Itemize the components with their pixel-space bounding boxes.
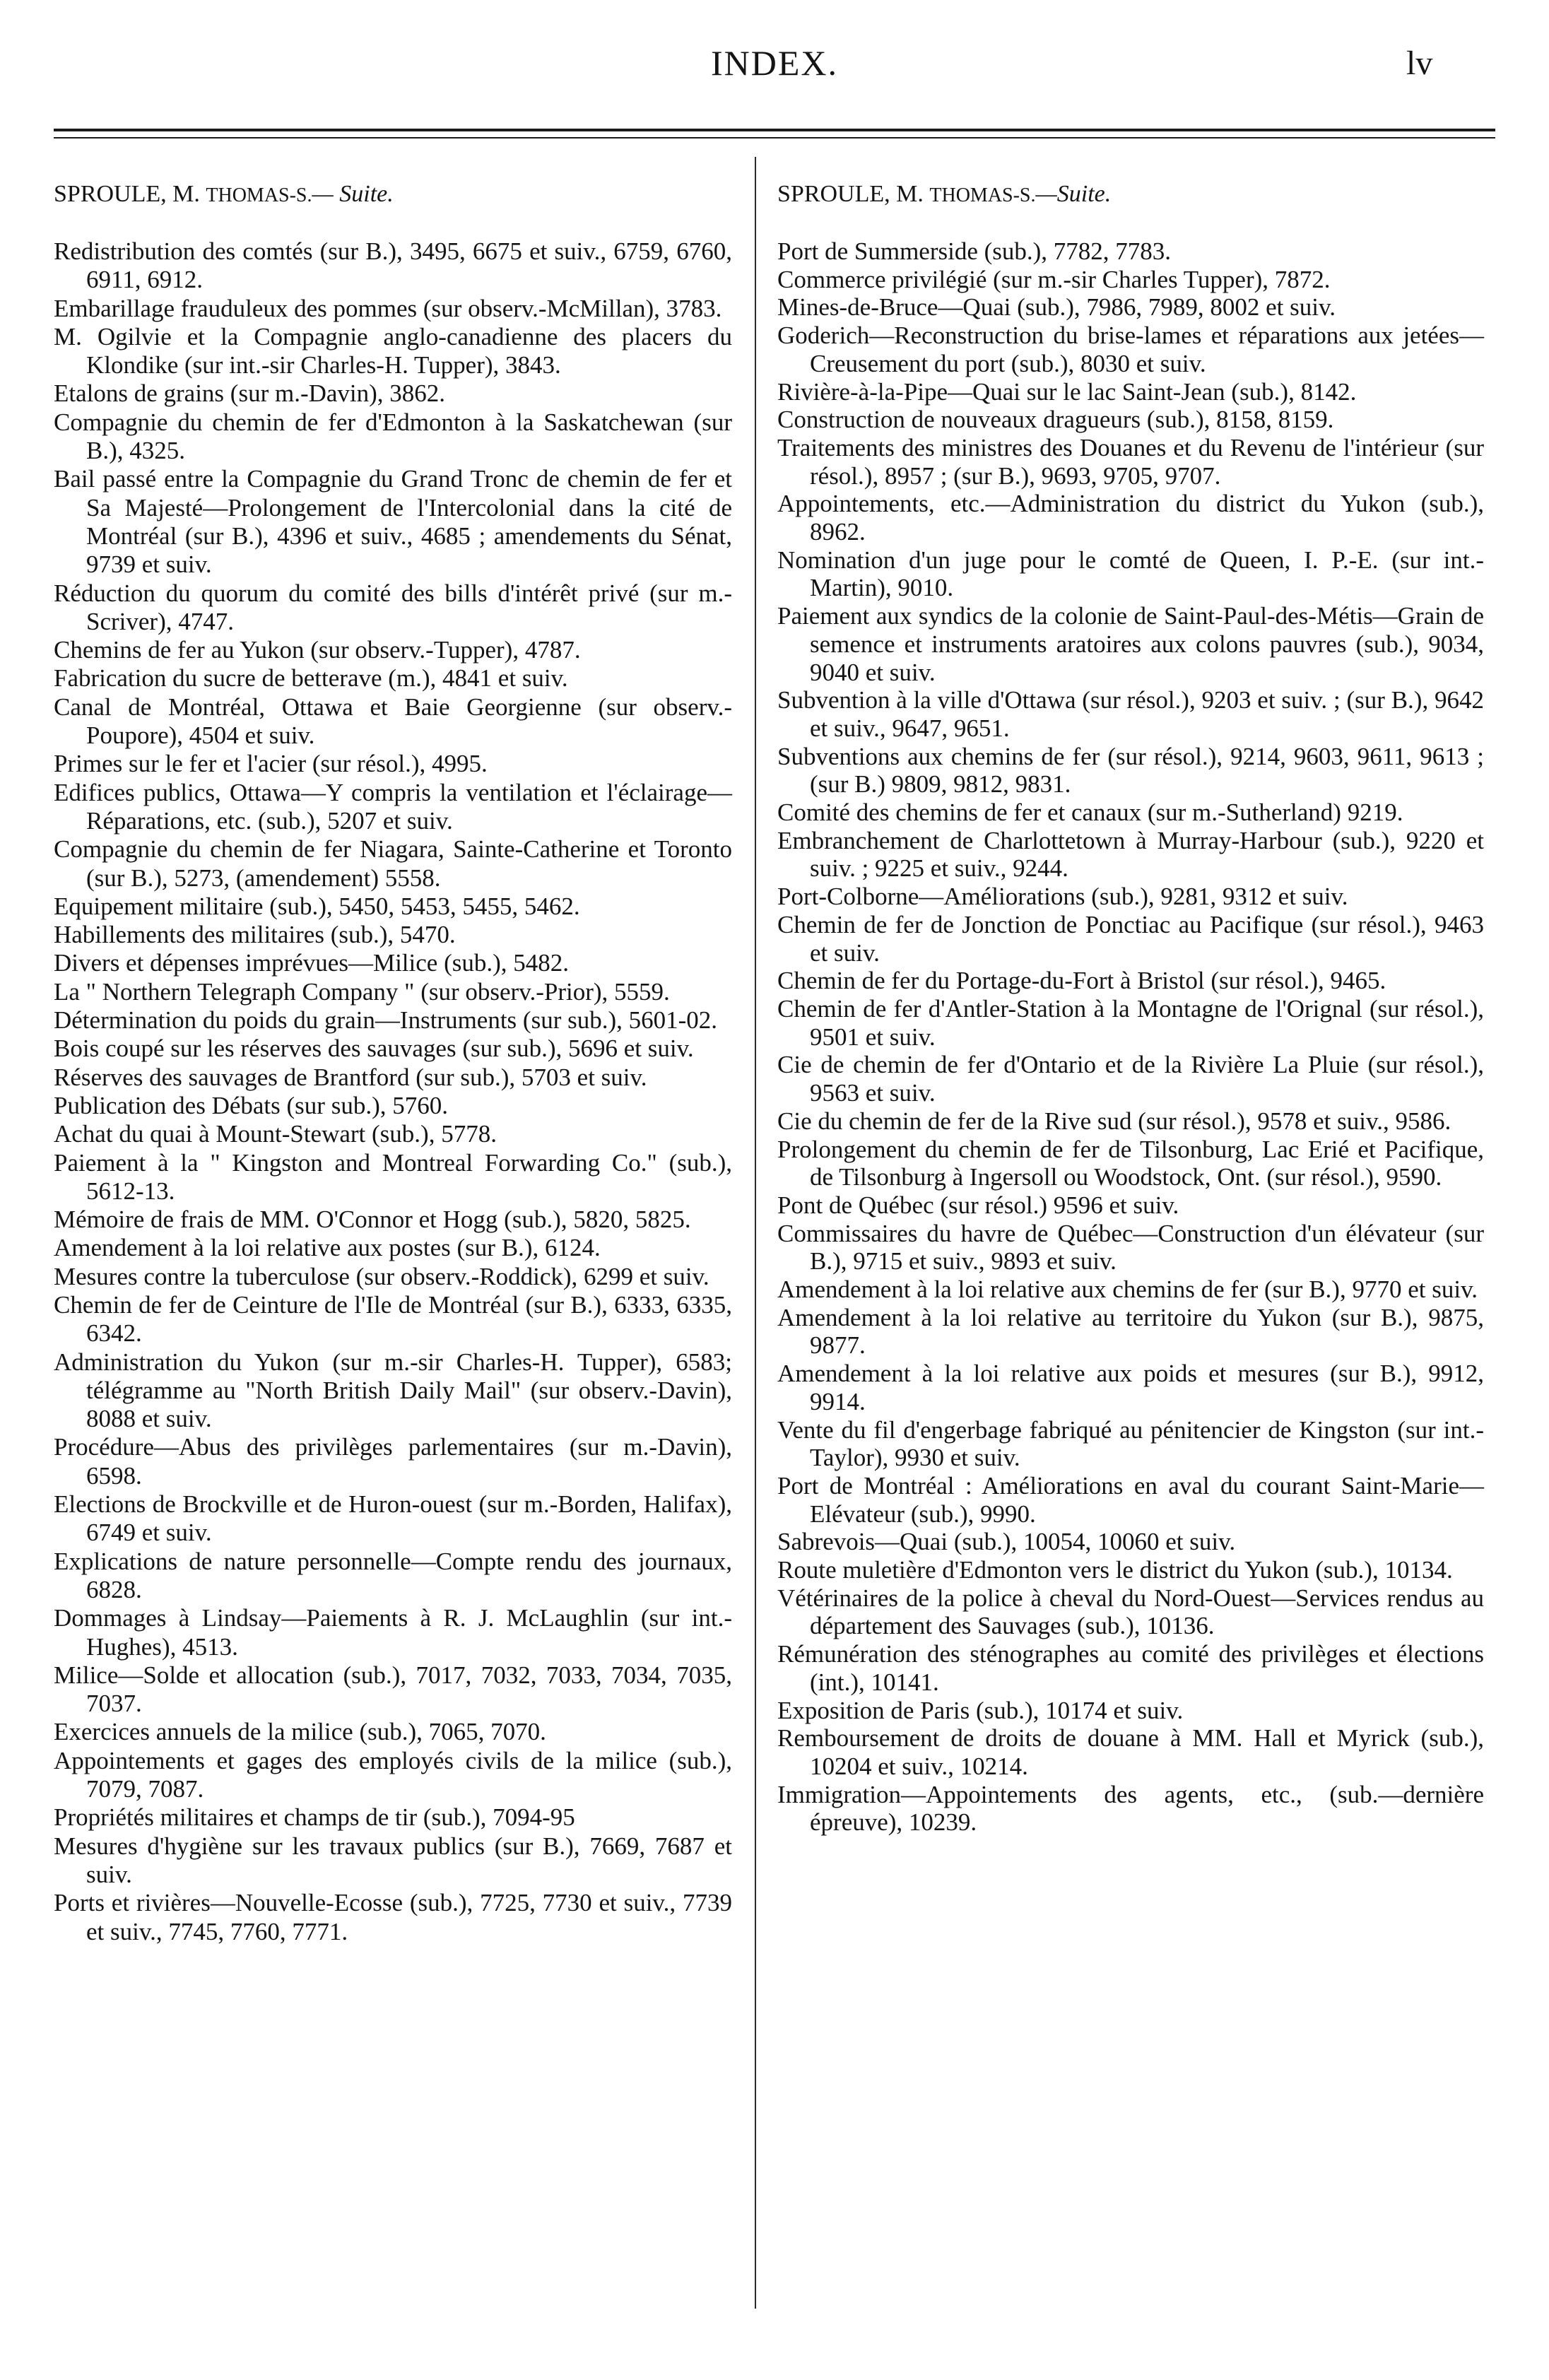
index-entry: Réduction du quorum du comité des bills d'intérêt privé (sur m.-Scriver), 4747. <box>54 579 732 635</box>
index-entry: Subventions aux chemins de fer (sur résol.), 9214, 9603, 9611, 9613 ; (sur B.) 9809, 9812, 9831. <box>777 742 1484 799</box>
right-heading-suite: —Suite. <box>1035 181 1112 207</box>
right-column-heading <box>777 178 1484 212</box>
index-entry: Procédure—Abus des privilèges parlementaires (sur m.-Davin), 6598. <box>54 1433 732 1490</box>
index-entry: Subvention à la ville d'Ottawa (sur résol.), 9203 et suiv. ; (sur B.), 9642 et suiv., 9647, 9651. <box>777 686 1484 742</box>
index-entry: Cie de chemin de fer d'Ontario et de la Rivière La Pluie (sur résol.), 9563 et suiv. <box>777 1051 1484 1107</box>
index-entry: Achat du quai à Mount-Stewart (sub.), 5778. <box>54 1120 497 1148</box>
index-entry: Cie du chemin de fer de la Rive sud (sur résol.), 9578 et suiv., 9586. <box>777 1107 1451 1135</box>
left-entry-list <box>54 237 732 1946</box>
page-header <box>0 0 1549 163</box>
index-entry: Chemin de fer d'Antler-Station à la Montagne de l'Orignal (sur résol.), 9501 et suiv. <box>777 994 1484 1051</box>
index-entry: Amendement à la loi relative aux postes (sur B.), 6124. <box>54 1234 601 1262</box>
index-entry: Bois coupé sur les réserves des sauvages (sur sub.), 5696 et suiv. <box>54 1035 694 1063</box>
index-entry: Commissaires du havre de Québec—Construction d'un élévateur (sur B.), 9715 et suiv., 9893 et suiv. <box>777 1219 1484 1276</box>
right-heading-small: THOMAS-S. <box>929 184 1036 206</box>
header-rule-thin <box>54 137 1495 139</box>
index-entry: Chemin de fer de Jonction de Ponctiac au Pacifique (sur résol.), 9463 et suiv. <box>777 910 1484 967</box>
index-entry: Nomination d'un juge pour le comté de Queen, I. P.-E. (sur int.-Martin), 9010. <box>777 546 1484 602</box>
index-entry: Immigration—Appointements des agents, etc., (sub.—dernière épreuve), 10239. <box>777 1780 1484 1837</box>
header-rule-thick <box>54 129 1495 131</box>
index-entry: M. Ogilvie et la Compagnie anglo-canadienne des placers du Klondike (sur int.-sir Charles-H. Tupper), 3843. <box>54 322 732 379</box>
index-entry: Chemin de fer du Portage-du-Fort à Bristol (sur résol.), 9465. <box>777 967 1386 995</box>
index-entry: Milice—Solde et allocation (sub.), 7017, 7032, 7033, 7034, 7035, 7037. <box>54 1661 732 1718</box>
index-entry: Mémoire de frais de MM. O'Connor et Hogg (sub.), 5820, 5825. <box>54 1206 691 1234</box>
index-entry: Prolongement du chemin de fer de Tilsonburg, Lac Erié et Pacifique, de Tilsonburg à Ingersoll ou Woodstock, Ont. (sur résol.), 9590. <box>777 1135 1484 1191</box>
index-entry: Habillements des militaires (sub.), 5470. <box>54 921 456 949</box>
index-entry: Amendement à la loi relative aux poids et mesures (sur B.), 9912, 9914. <box>777 1360 1484 1415</box>
index-entry: Primes sur le fer et l'acier (sur résol.), 4995. <box>54 750 488 778</box>
index-entry: Embranchement de Charlottetown à Murray-Harbour (sub.), 9220 et suiv. ; 9225 et suiv., 9244. <box>777 826 1484 883</box>
column-divider <box>755 157 756 2309</box>
index-entry: Compagnie du chemin de fer Niagara, Sainte-Catherine et Toronto (sur B.), 5273, (amendement) 5558. <box>54 835 732 892</box>
index-entry: Réserves des sauvages de Brantford (sur sub.), 5703 et suiv. <box>54 1063 647 1091</box>
index-entry: Mines-de-Bruce—Quai (sub.), 7986, 7989, 8002 et suiv. <box>777 293 1336 322</box>
index-entry: Chemins de fer au Yukon (sur observ.-Tupper), 4787. <box>54 636 581 664</box>
index-entry: Ports et rivières—Nouvelle-Ecosse (sub.), 7725, 7730 et suiv., 7739 et suiv., 7745, 7760, 7771. <box>54 1889 732 1945</box>
index-entry: Port de Summerside (sub.), 7782, 7783. <box>777 237 1172 265</box>
index-entry: Divers et dépenses imprévues—Milice (sub.), 5482. <box>54 949 570 977</box>
left-heading-small: THOMAS-S. <box>206 184 312 206</box>
index-entry: Embarillage frauduleux des pommes (sur observ.-McMillan), 3783. <box>54 294 722 322</box>
left-column <box>54 178 732 1946</box>
page-number: lv <box>1406 45 1433 82</box>
index-entry: Appointements, etc.—Administration du district du Yukon (sub.), 8962. <box>777 490 1484 546</box>
index-entry: Remboursement de droits de douane à MM. Hall et Myrick (sub.), 10204 et suiv., 10214. <box>777 1724 1484 1780</box>
index-entry: Redistribution des comtés (sur B.), 3495, 6675 et suiv., 6759, 6760, 6911, 6912. <box>54 237 732 294</box>
index-entry: Goderich—Reconstruction du brise-lames et réparations aux jetées—Creusement du port (sub.), 8030 et suiv. <box>777 322 1484 377</box>
index-entry: Pont de Québec (sur résol.) 9596 et suiv. <box>777 1191 1179 1219</box>
right-column <box>777 178 1484 1837</box>
index-entry: Amendement à la loi relative aux chemins de fer (sur B.), 9770 et suiv. <box>777 1276 1478 1304</box>
index-entry: Vétérinaires de la police à cheval du Nord-Ouest—Services rendus au département des Sauvages (sub.), 10136. <box>777 1584 1484 1640</box>
index-entry: Mesures contre la tuberculose (sur observ.-Roddick), 6299 et suiv. <box>54 1262 709 1290</box>
index-entry: La " Northern Telegraph Company " (sur observ.-Prior), 5559. <box>54 977 670 1006</box>
index-entry: Exposition de Paris (sub.), 10174 et suiv. <box>777 1696 1184 1724</box>
index-entry: Construction de nouveaux dragueurs (sub.), 8158, 8159. <box>777 406 1334 434</box>
page-title: INDEX. <box>710 43 839 83</box>
index-entry: Mesures d'hygiène sur les travaux publics (sur B.), 7669, 7687 et suiv. <box>54 1832 732 1888</box>
index-entry: Détermination du poids du grain—Instruments (sur sub.), 5601-02. <box>54 1006 718 1035</box>
left-heading-suite: — Suite. <box>312 181 394 207</box>
left-heading-name: SPROULE, M. <box>54 181 206 207</box>
index-entry: Paiement aux syndics de la colonie de Saint-Paul-des-Métis—Grain de semence et instruments aratoires aux colons pauvres (sub.), 9034, 9040 et suiv. <box>777 602 1484 686</box>
index-entry: Publication des Débats (sur sub.), 5760. <box>54 1091 448 1119</box>
index-entry: Vente du fil d'engerbage fabriqué au pénitencier de Kingston (sur int.-Taylor), 9930 et suiv. <box>777 1415 1484 1472</box>
index-entry: Etalons de grains (sur m.-Davin), 3862. <box>54 379 446 408</box>
index-entry: Propriétés militaires et champs de tir (sub.), 7094-95 <box>54 1803 575 1832</box>
index-entry: Route muletière d'Edmonton vers le district du Yukon (sub.), 10134. <box>777 1556 1453 1584</box>
index-entry: Amendement à la loi relative au territoire du Yukon (sur B.), 9875, 9877. <box>777 1303 1484 1360</box>
index-entry: Comité des chemins de fer et canaux (sur m.-Sutherland) 9219. <box>777 799 1403 827</box>
index-entry: Rémunération des sténographes au comité des privilèges et élections (int.), 10141. <box>777 1640 1484 1696</box>
index-entry: Canal de Montréal, Ottawa et Baie Georgienne (sur observ.-Poupore), 4504 et suiv. <box>54 693 732 750</box>
index-entry: Fabrication du sucre de betterave (m.), 4841 et suiv. <box>54 664 568 693</box>
index-entry: Paiement à la " Kingston and Montreal Forwarding Co." (sub.), 5612-13. <box>54 1148 732 1205</box>
left-column-heading <box>54 178 732 212</box>
index-entry: Commerce privilégié (sur m.-sir Charles Tupper), 7872. <box>777 265 1331 293</box>
index-entry: Exercices annuels de la milice (sub.), 7065, 7070. <box>54 1718 546 1746</box>
index-entry: Elections de Brockville et de Huron-ouest (sur m.-Borden, Halifax), 6749 et suiv. <box>54 1490 732 1547</box>
right-entry-list <box>777 237 1484 1837</box>
index-entry: Port de Montréal : Améliorations en aval du courant Saint-Marie—Elévateur (sub.), 9990. <box>777 1471 1484 1528</box>
right-heading-name: SPROULE, M. <box>777 181 930 207</box>
index-entry: Dommages à Lindsay—Paiements à R. J. McLaughlin (sur int.-Hughes), 4513. <box>54 1604 732 1661</box>
index-entry: Chemin de fer de Ceinture de l'Ile de Montréal (sur B.), 6333, 6335, 6342. <box>54 1290 732 1348</box>
index-entry: Port-Colborne—Améliorations (sub.), 9281, 9312 et suiv. <box>777 883 1348 911</box>
index-entry: Edifices publics, Ottawa—Y compris la ventilation et l'éclairage—Réparations, etc. (sub.), 5207 et suiv. <box>54 778 732 835</box>
index-entry: Appointements et gages des employés civils de la milice (sub.), 7079, 7087. <box>54 1746 732 1803</box>
index-entry: Administration du Yukon (sur m.-sir Charles-H. Tupper), 6583; télégramme au "North British Daily Mail" (sur observ.-Davin), 8088 et suiv. <box>54 1348 732 1433</box>
index-entry: Sabrevois—Quai (sub.), 10054, 10060 et suiv. <box>777 1528 1236 1556</box>
index-entry: Rivière-à-la-Pipe—Quai sur le lac Saint-Jean (sub.), 8142. <box>777 377 1357 406</box>
index-entry: Traitements des ministres des Douanes et du Revenu de l'intérieur (sur résol.), 8957 ; (sur B.), 9693, 9705, 9707. <box>777 433 1484 490</box>
index-entry: Explications de nature personnelle—Compte rendu des journaux, 6828. <box>54 1547 732 1603</box>
index-entry: Equipement militaire (sub.), 5450, 5453, 5455, 5462. <box>54 892 580 920</box>
index-entry: Compagnie du chemin de fer d'Edmonton à la Saskatchewan (sur B.), 4325. <box>54 408 732 465</box>
index-entry: Bail passé entre la Compagnie du Grand Tronc de chemin de fer et Sa Majesté—Prolongement de l'Intercolonial dans la cité de Montréal (sur B.), 4396 et suiv., 4685 ; amendements du Sénat, 9739 et suiv. <box>54 465 732 579</box>
